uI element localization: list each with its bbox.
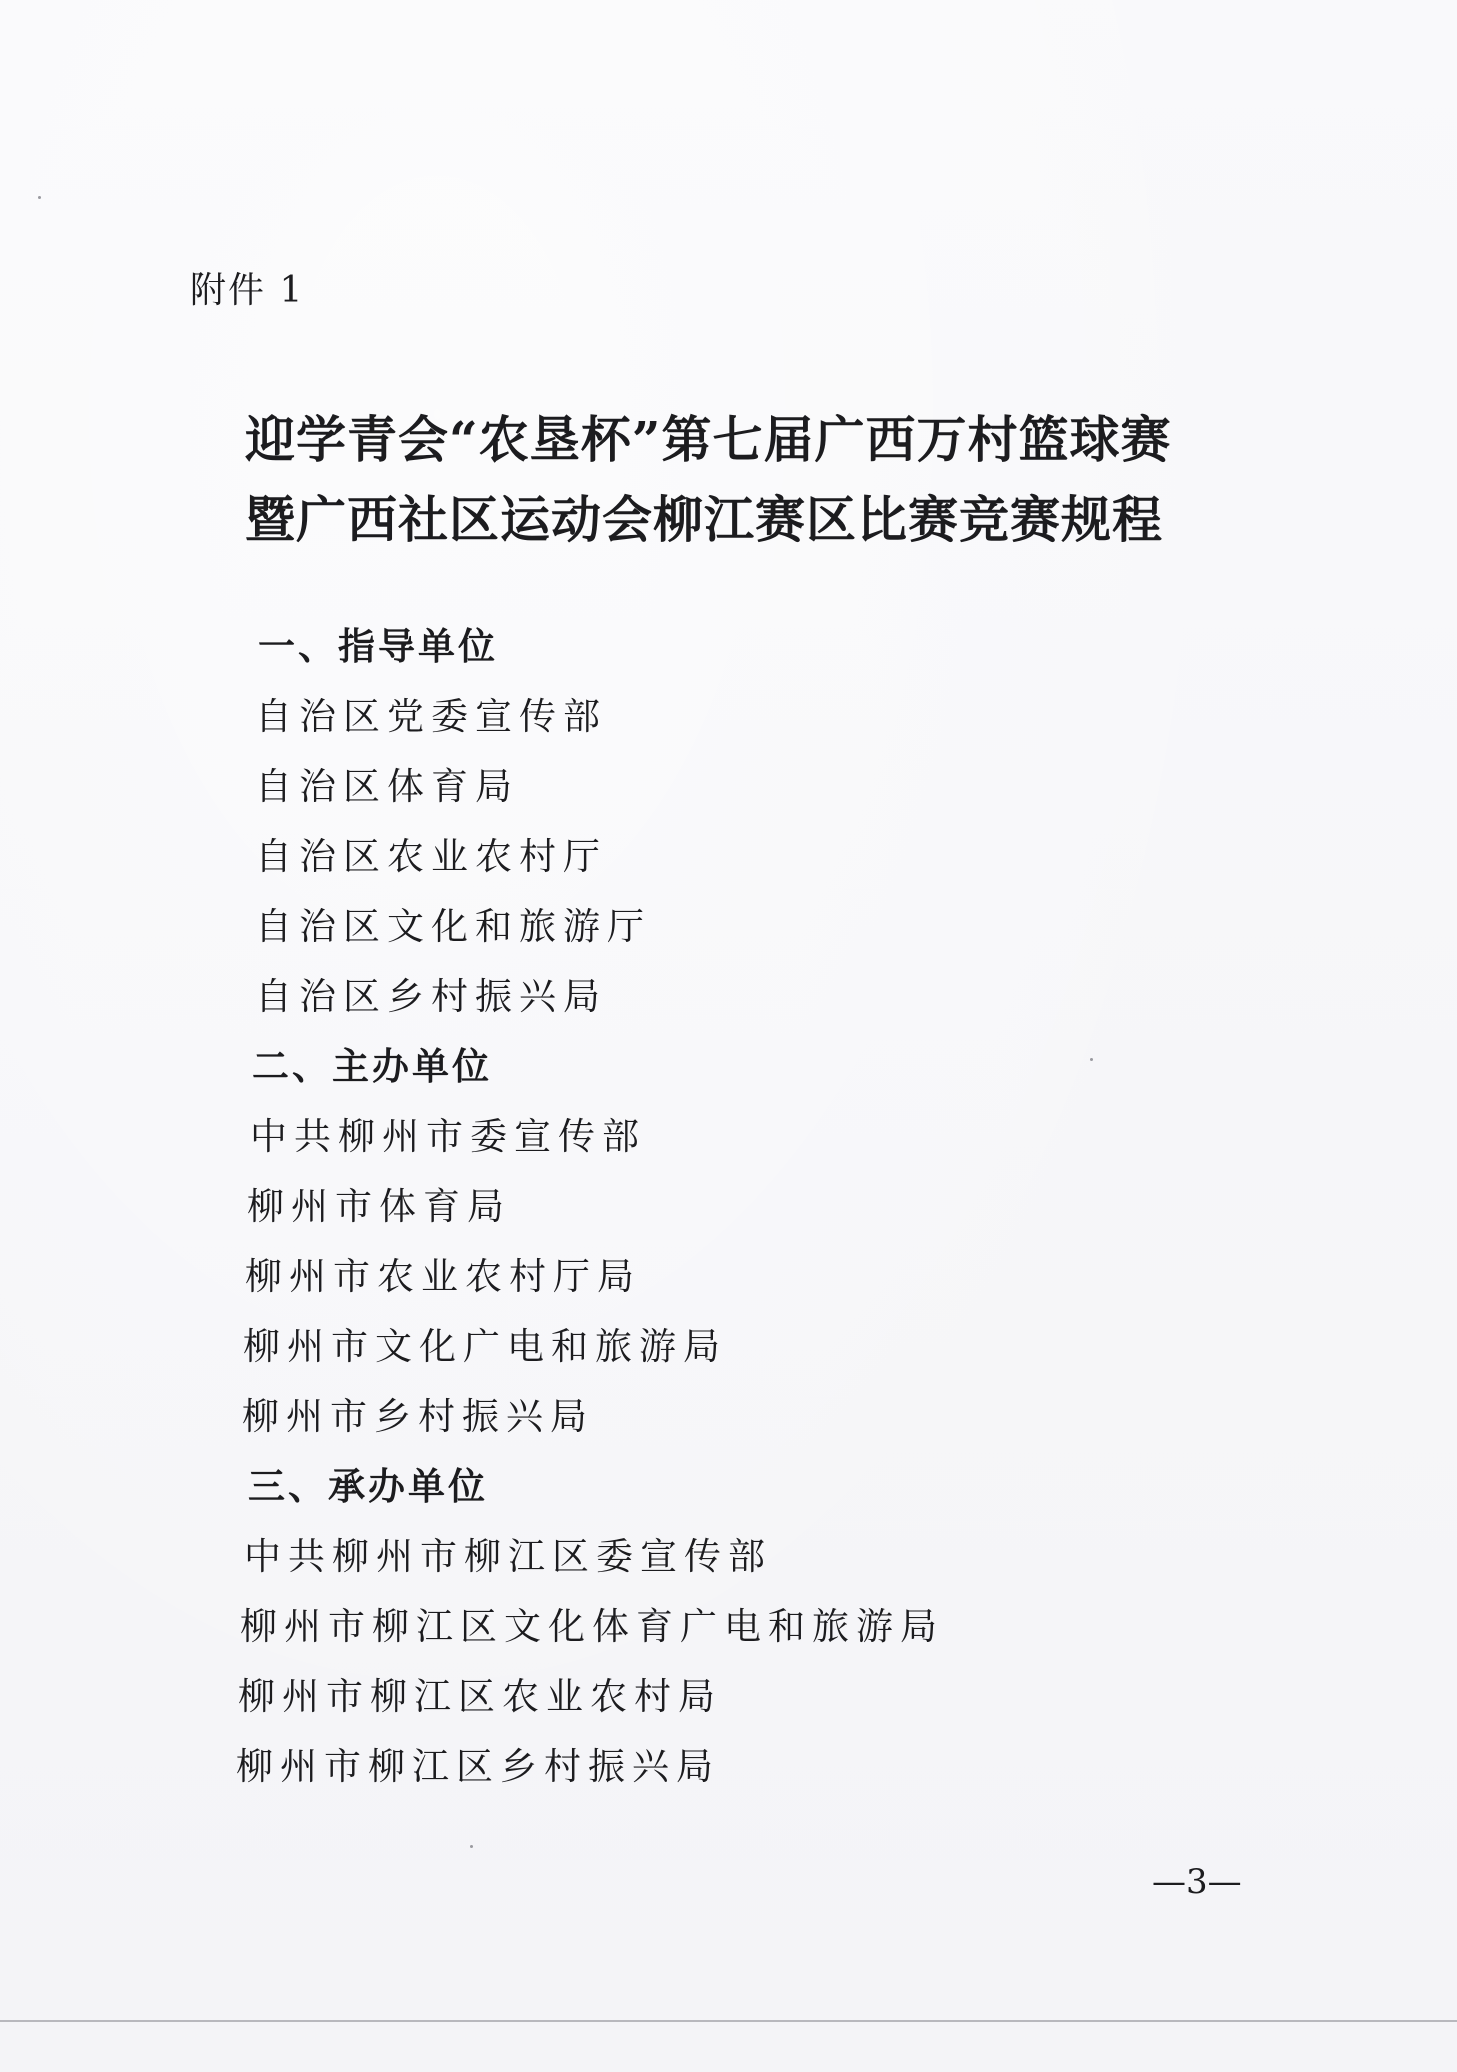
section-heading-organizer: 三、承办单位 <box>248 1464 488 1508</box>
list-item: 自治区乡村振兴局 <box>255 975 607 1018</box>
list-item: 中共柳州市委宣传部 <box>250 1115 646 1158</box>
list-item: 中共柳州市柳江区委宣传部 <box>244 1535 772 1578</box>
list-item: 自治区农业农村厅 <box>255 835 607 878</box>
list-item: 自治区文化和旅游厅 <box>255 905 651 948</box>
list-item: 柳州市农业农村厅局 <box>245 1255 641 1298</box>
scan-speck <box>38 196 41 199</box>
scan-speck <box>470 1845 473 1848</box>
attachment-label: 附件 1 <box>190 270 305 311</box>
list-item: 柳州市体育局 <box>247 1185 511 1228</box>
document-title-line-2: 暨广西社区运动会柳江赛区比赛竞赛规程 <box>245 490 1163 549</box>
page-number: —3— <box>1152 1862 1242 1902</box>
section-heading-host: 二、主办单位 <box>252 1044 492 1088</box>
section-heading-guidance: 一、指导单位 <box>258 624 498 668</box>
scan-edge-line <box>0 2020 1457 2022</box>
list-item: 自治区体育局 <box>255 765 519 808</box>
document-title-line-1: 迎学青会“农垦杯”第七届广西万村篮球赛 <box>245 410 1172 469</box>
list-item: 柳州市柳江区乡村振兴局 <box>236 1745 720 1788</box>
scan-speck <box>1090 1058 1093 1061</box>
list-item: 柳州市柳江区农业农村局 <box>238 1675 722 1718</box>
list-item: 柳州市乡村振兴局 <box>242 1395 594 1438</box>
list-item: 柳州市柳江区文化体育广电和旅游局 <box>240 1605 944 1648</box>
list-item: 柳州市文化广电和旅游局 <box>243 1325 727 1368</box>
list-item: 自治区党委宣传部 <box>255 695 607 738</box>
